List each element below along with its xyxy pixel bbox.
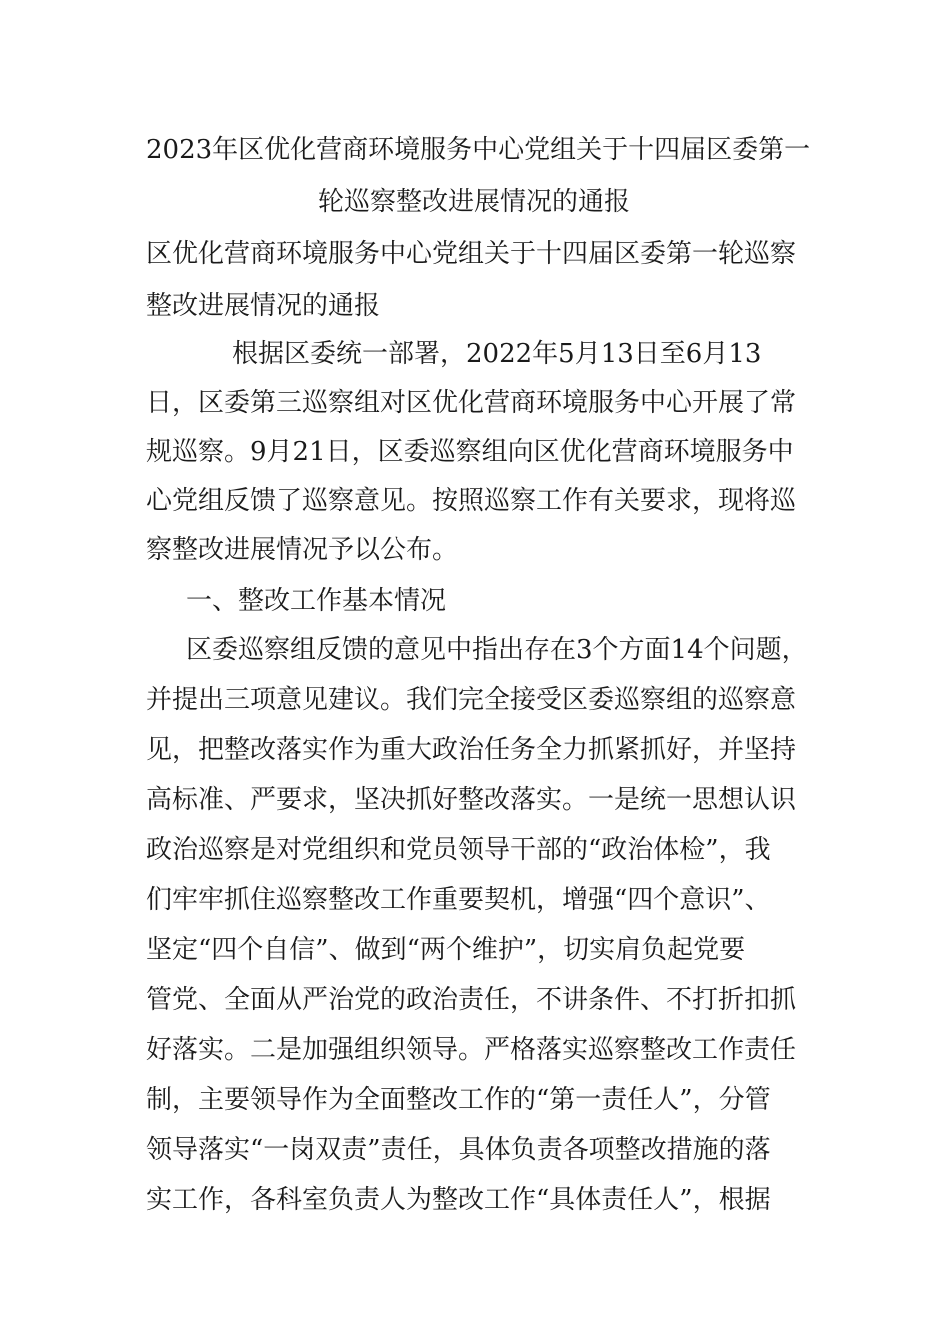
subtitle-line-2: 整改进展情况的通报 [146,291,381,321]
section-paragraph-line-12: 实工作，各科室负责人为整改工作“具体责任人”，根据 [146,1185,771,1215]
section-paragraph-line-7: 坚定“四个自信”、做到“两个维护”，切实肩负起党要 [146,935,746,965]
section-paragraph-line-11: 领导落实“一岗双责”责任，具体负责各项整改措施的落 [146,1135,771,1165]
section-paragraph-line-2: 并提出三项意见建议。我们完全接受区委巡察组的巡察意 [146,685,797,715]
section-heading: 一、整改工作基本情况 [186,586,447,616]
document-title-line-2: 轮巡察整改进展情况的通报 [318,187,631,217]
section-paragraph-line-5: 政治巡察是对党组织和党员领导干部的“政治体检”，我 [146,835,771,865]
section-paragraph-line-4: 高标准、严要求，坚决抓好整改落实。一是统一思想认识 [146,785,797,815]
section-paragraph-line-10: 制，主要领导作为全面整改工作的“第一责任人”，分管 [146,1085,771,1115]
intro-paragraph-line-5: 察整改进展情况予以公布。 [146,535,459,565]
intro-paragraph-line-1: 根据区委统一部署，2022年5月13日至6月13 [232,339,762,369]
section-paragraph-line-3: 见，把整改落实作为重大政治任务全力抓紧抓好，并坚持 [146,735,797,765]
intro-paragraph-line-3: 规巡察。9月21日，区委巡察组向区优化营商环境服务中 [146,437,794,467]
intro-paragraph-line-2: 日，区委第三巡察组对区优化营商环境服务中心开展了常 [146,388,797,418]
document-title-line-1: 2023年区优化营商环境服务中心党组关于十四届区委第一 [146,135,811,165]
section-paragraph-line-1: 区委巡察组反馈的意见中指出存在3个方面14个问题， [186,635,808,665]
section-paragraph-line-8: 管党、全面从严治党的政治责任，不讲条件、不打折扣抓 [146,985,797,1015]
section-paragraph-line-6: 们牢牢抓住巡察整改工作重要契机，增强“四个意识”、 [146,885,771,915]
section-paragraph-line-9: 好落实。二是加强组织领导。严格落实巡察整改工作责任 [146,1035,797,1065]
subtitle-line-1: 区优化营商环境服务中心党组关于十四届区委第一轮巡察 [146,239,797,269]
intro-paragraph-line-4: 心党组反馈了巡察意见。按照巡察工作有关要求，现将巡 [146,486,797,516]
